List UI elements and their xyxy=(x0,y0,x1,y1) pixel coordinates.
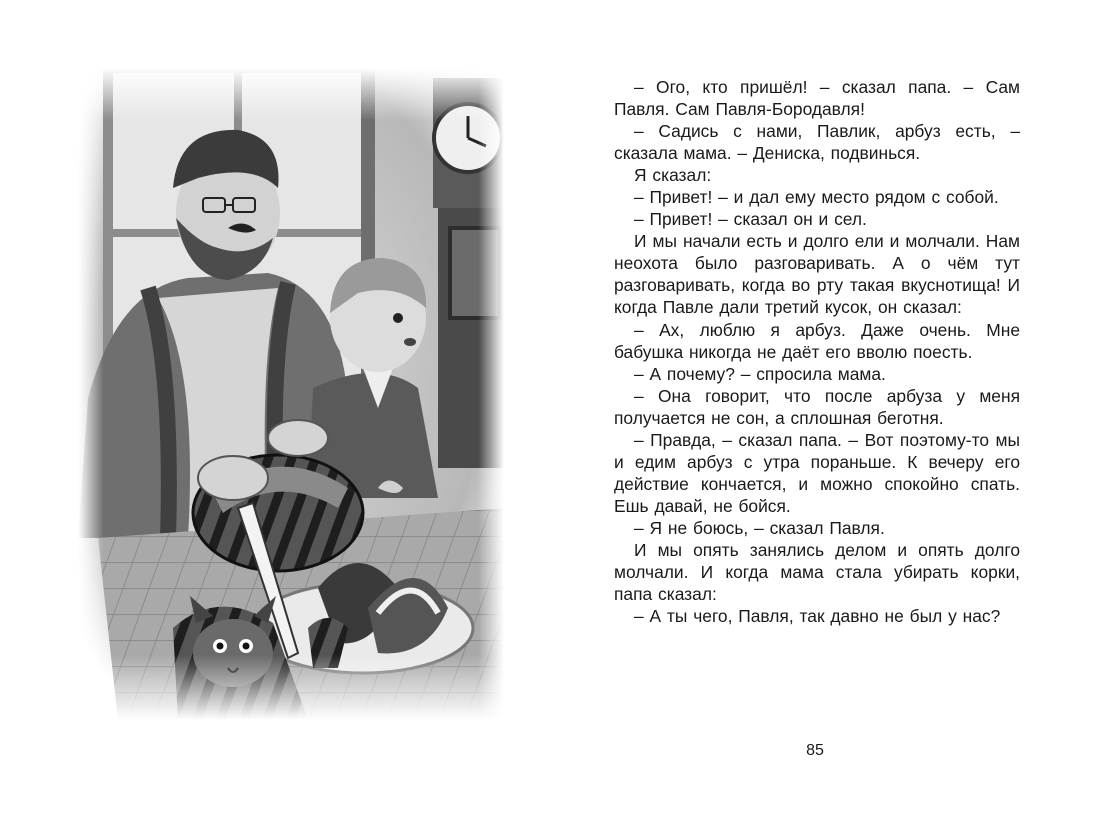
paragraph: – Она говорит, что после арбуза у меня получается не сон, а сплошная беготня. xyxy=(614,385,1020,428)
story-text xyxy=(614,76,1020,627)
family-eating-watermelon-illustration xyxy=(78,68,504,720)
paragraph: – Я не боюсь, – сказал Павля. xyxy=(634,517,885,538)
paragraph: И мы начали есть и долго ели и молчали. Нам неохота было разговаривать. А о чём тут разговаривать, когда во рту такая вкуснотища! И когда Павле дали третий кусок, он сказал: xyxy=(614,231,1020,318)
page-number: 85 xyxy=(806,742,824,759)
paragraph: – Ого, кто пришёл! – сказал папа. – Сам Павля. Сам Павля-Бородавля! xyxy=(614,77,1020,120)
paragraph: Я сказал: xyxy=(634,165,712,186)
paragraph: – А ты чего, Павля, так давно не был у нас? xyxy=(634,606,1001,627)
paragraph: – Привет! – и дал ему место рядом с собой. xyxy=(634,187,999,208)
paragraph: – Привет! – сказал он и сел. xyxy=(634,209,867,230)
paragraph: – Ах, люблю я арбуз. Даже очень. Мне бабушка никогда не даёт его вволю поесть. xyxy=(614,319,1020,362)
paragraph: – Правда, – сказал папа. – Вот поэтому-то мы и едим арбуз с утра пораньше. К вечеру его действие кончается, и можно спокойно спать. Ешь давай, не бойся. xyxy=(614,429,1020,516)
paragraph: – А почему? – спросила мама. xyxy=(634,363,886,384)
paragraph: И мы опять занялись делом и опять долго молчали. И когда мама стала убирать корки, папа сказал: xyxy=(614,539,1020,605)
paragraph: – Садись с нами, Павлик, арбуз есть, – сказала мама. – Дениска, подвинься. xyxy=(614,121,1020,164)
